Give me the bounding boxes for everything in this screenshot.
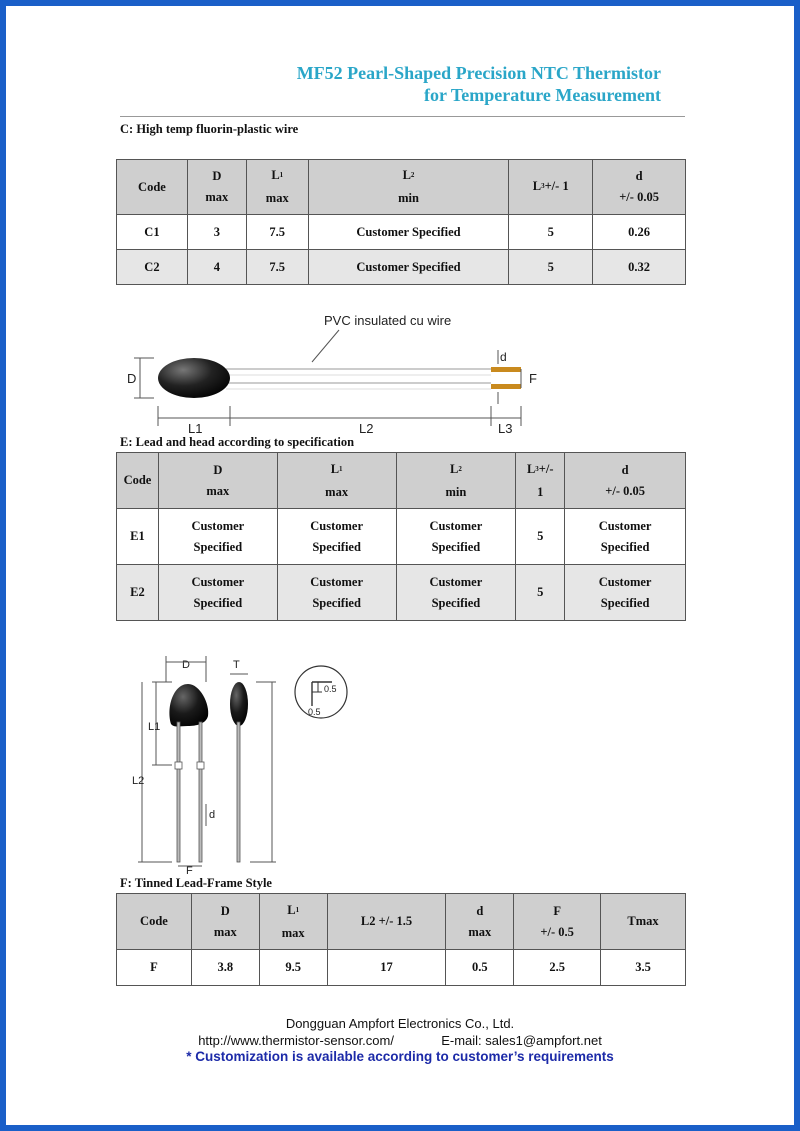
svg-text:d: d <box>500 350 507 364</box>
title-divider <box>120 116 685 117</box>
section-c-label: C: High temp fluorin-plastic wire <box>120 122 299 136</box>
datasheet-page <box>6 6 794 1125</box>
table-row: E1 Customer Specified Customer Specified Customer Specified 5 Customer Specified <box>117 509 686 565</box>
thermistor-bead-side <box>230 682 248 726</box>
table-row: E2 Customer Specified Customer Specified Customer Specified 5 Customer Specified <box>117 565 686 621</box>
svg-text:L3: L3 <box>498 421 513 436</box>
section-f-label: F: Tinned Lead-Frame Style <box>120 876 272 890</box>
section-e-table <box>116 452 686 621</box>
svg-text:T: T <box>233 659 240 671</box>
table-header-row: Code D max $L_1$ max $L_2$ min $L_3+/-$ 1 d +/- 0.05 <box>117 160 686 215</box>
lead-left <box>177 722 180 862</box>
section-e-label: E: Lead and head according to specification <box>120 435 355 449</box>
lead-right <box>199 722 202 862</box>
table-row: F 3.8 9.5 17 0.5 2.5 3.5 <box>117 950 686 986</box>
svg-text:0.5: 0.5 <box>308 707 321 717</box>
footer-company: Dongguan Ampfort Electronics Co., Ltd. <box>285 1016 515 1031</box>
table-header-row: Code D max $L_1$ max $L_2$ min $L_3+/-$ 1 d +/- 0.05 <box>117 453 686 509</box>
table-header-row: Code D max $L_1$ max L2 +/- 1.5 d max F +/- 0.5 Tmax <box>117 894 686 950</box>
footer-note: * Customization is available according to customer’s requirements <box>186 1049 614 1064</box>
svg-text:0.5: 0.5 <box>324 684 337 694</box>
lead-end-lower <box>491 384 521 389</box>
lead-end-upper <box>491 367 521 372</box>
footer-contact <box>6 1033 794 1048</box>
svg-text:L1: L1 <box>148 721 161 733</box>
svg-text:d: d <box>209 809 216 821</box>
wire-thermistor-diagram <box>116 302 536 437</box>
email-link[interactable]: E-mail: sales1@ampfort.net <box>441 1033 602 1048</box>
svg-text:D: D <box>127 371 137 386</box>
svg-text:L2: L2 <box>359 421 374 436</box>
page-title: MF52 Pearl-Shaped Precision NTC Thermistor for Temperature Measurement <box>296 63 661 105</box>
svg-text:F: F <box>186 865 193 877</box>
table-row: C1 3 7.5 Customer Specified 5 0.26 <box>117 215 686 250</box>
wire-label: PVC insulated cu wire <box>324 313 452 328</box>
lead-frame-diagram <box>126 654 371 876</box>
thermistor-bead-front <box>170 684 209 727</box>
section-f-table <box>116 893 686 986</box>
svg-text:D: D <box>182 659 190 671</box>
thermistor-bead <box>158 358 230 398</box>
website-link[interactable]: http://www.thermistor-sensor.com/ <box>198 1033 394 1048</box>
svg-text:L1: L1 <box>188 421 203 436</box>
wire-label-leader <box>312 330 339 362</box>
table-row: C2 4 7.5 Customer Specified 5 0.32 <box>117 250 686 285</box>
svg-text:L2: L2 <box>132 775 145 787</box>
section-c-table <box>116 159 686 285</box>
lead-side <box>237 722 240 862</box>
svg-text:F: F <box>529 371 537 386</box>
